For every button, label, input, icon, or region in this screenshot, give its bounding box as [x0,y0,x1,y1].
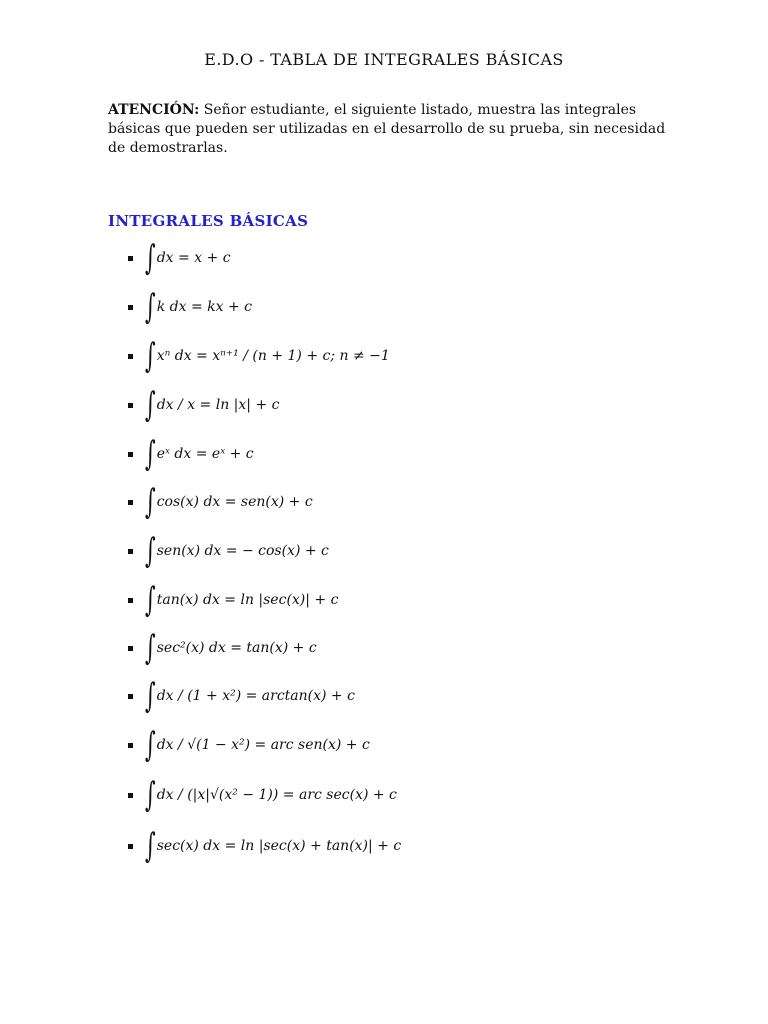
integral-sign: ∫ [145,482,156,522]
bullet-icon [128,452,133,457]
integral-sign: ∫ [145,676,156,716]
integral-sign: ∫ [145,775,156,815]
formula: cos(x) dx = sen(x) + c [156,494,313,510]
bullet-icon [128,646,133,651]
formula: sec(x) dx = ln |sec(x) + tan(x)| + c [156,838,402,854]
list-item [128,236,728,280]
bullet-icon [128,549,133,554]
list-item [128,773,728,817]
formula: eˣ dx = eˣ + c [156,446,254,462]
integral-sign: ∫ [145,336,156,376]
formula: k dx = kx + c [156,299,252,315]
list-item [128,674,728,718]
formula: sen(x) dx = − cos(x) + c [156,543,329,559]
formula: dx = x + c [156,250,231,266]
formula: dx / x = ln |x| + c [156,397,280,413]
section-title: INTEGRALES BÁSICAS [108,212,309,230]
list-item [128,285,728,329]
integral-sign: ∫ [145,238,156,278]
bullet-icon [128,694,133,699]
list-item [128,723,728,767]
bullet-icon [128,844,133,849]
formula: sec²(x) dx = tan(x) + c [156,640,317,656]
attention-label: ATENCIÓN: [108,102,200,118]
integral-sign: ∫ [145,580,156,620]
integral-sign: ∫ [145,287,156,327]
attention-text: Señor estudiante, el siguiente listado, muestra las integrales básicas que pueden ser utilizadas en el desarrollo de su prueba, sin necesidad de demostrarlas. [108,102,666,156]
integral-sign: ∫ [145,628,156,668]
document-title: E.D.O - TABLA DE INTEGRALES BÁSICAS [204,50,564,69]
integral-sign: ∫ [145,434,156,474]
list-item [128,824,728,868]
list-item [128,432,728,476]
formula: xⁿ dx = xⁿ⁺¹ / (n + 1) + c; n ≠ −1 [156,348,390,364]
bullet-icon [128,305,133,310]
formula: tan(x) dx = ln |sec(x)| + c [156,592,339,608]
formula: dx / (|x|√(x² − 1)) = arc sec(x) + c [156,787,397,803]
formula: dx / (1 + x²) = arctan(x) + c [156,688,355,704]
bullet-icon [128,743,133,748]
bullet-icon [128,354,133,359]
list-item [128,626,728,670]
bullet-icon [128,256,133,261]
integral-sign: ∫ [145,826,156,866]
list-item [128,480,728,524]
list-item [128,578,728,622]
formula: dx / √(1 − x²) = arc sen(x) + c [156,737,370,753]
bullet-icon [128,598,133,603]
integral-sign: ∫ [145,725,156,765]
list-item [128,334,728,378]
integral-sign: ∫ [145,531,156,571]
list-item [128,383,728,427]
integral-sign: ∫ [145,385,156,425]
bullet-icon [128,500,133,505]
list-item [128,529,728,573]
bullet-icon [128,403,133,408]
bullet-icon [128,793,133,798]
